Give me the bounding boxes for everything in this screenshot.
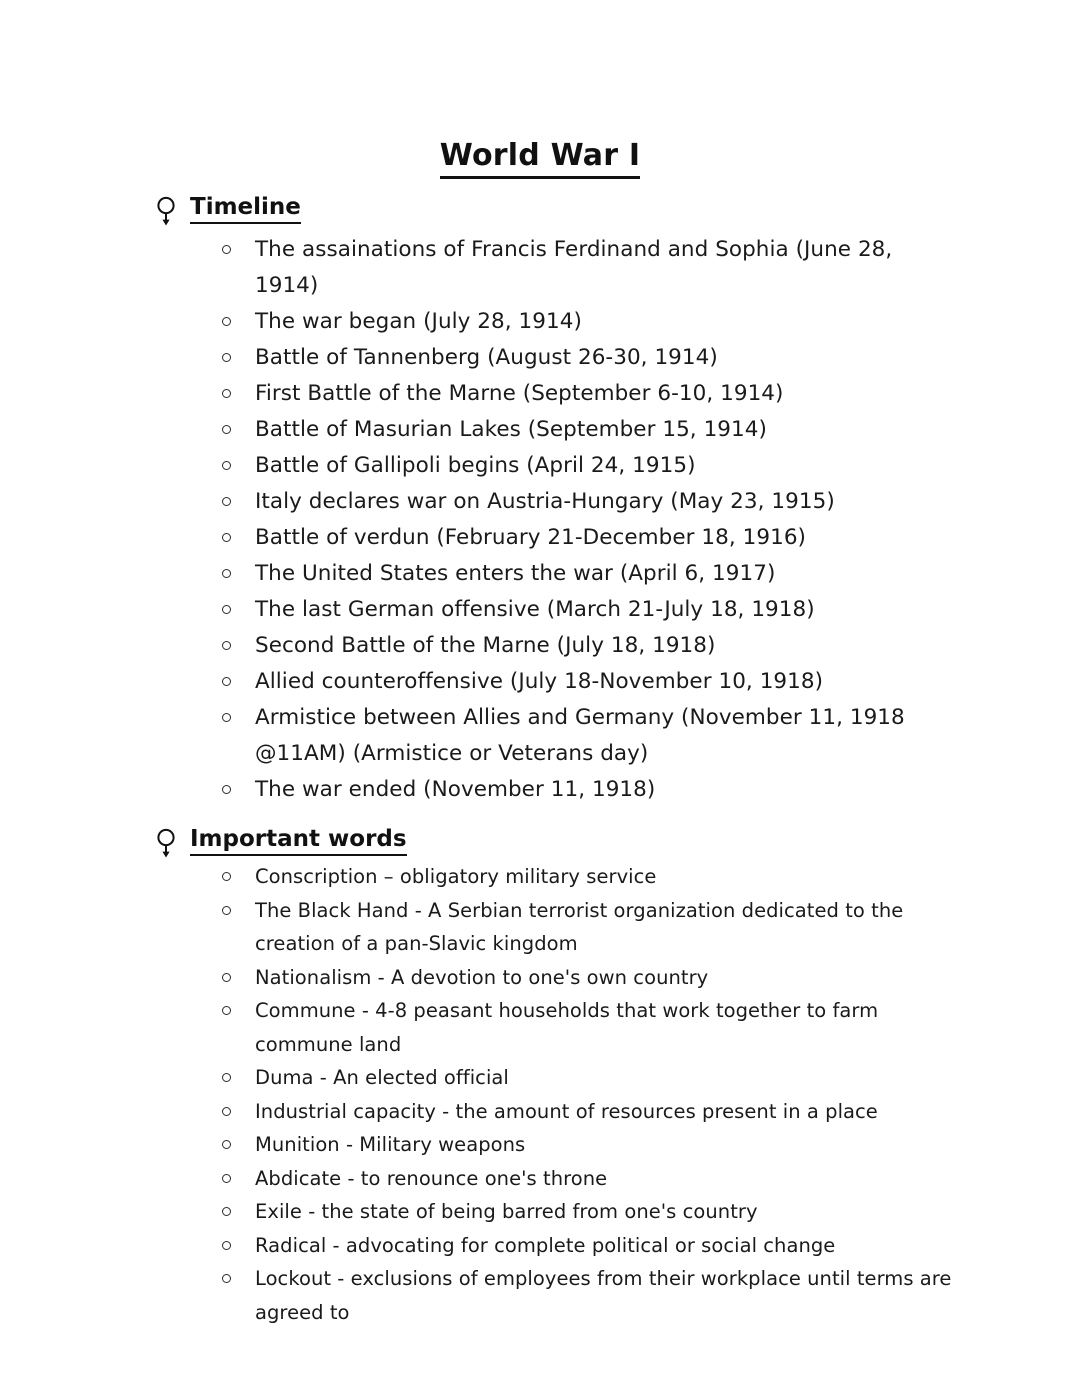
list-item — [0, 376, 1080, 412]
list-item-text: Duma - An elected official — [255, 1066, 509, 1090]
list-item-text: Exile - the state of being barred from one's country — [255, 1200, 758, 1224]
list-item — [0, 700, 1080, 772]
bullet-circle-icon — [222, 1006, 231, 1015]
list-item-text: Armistice between Allies and Germany (November 11, 1918 @11AM) (Armistice or Veterans day) — [255, 705, 905, 767]
list-item-text: The war ended (November 11, 1918) — [255, 777, 656, 803]
bullet-circle-icon — [222, 973, 231, 982]
list-item-text: The United States enters the war (April 6, 1917) — [255, 561, 776, 587]
list-item-text: Lockout - exclusions of employees from their workplace until terms are agreed to — [255, 1267, 952, 1324]
important-words-list — [0, 860, 1080, 1329]
bullet-circle-icon — [222, 872, 231, 881]
balloon-arrow-icon — [155, 828, 177, 858]
list-item-text: The war began (July 28, 1914) — [255, 309, 582, 335]
balloon-arrow-icon — [155, 196, 177, 226]
bullet-circle-icon — [222, 461, 231, 470]
bullet-circle-icon — [222, 317, 231, 326]
list-item-text: The Black Hand - A Serbian terrorist organization dedicated to the creation of a pan-Slavic kingdom — [255, 898, 904, 956]
list-item-text: Industrial capacity - the amount of resources present in a place — [255, 1099, 878, 1123]
bullet-circle-icon — [222, 353, 231, 362]
list-item — [0, 894, 1080, 961]
bullet-circle-icon — [222, 677, 231, 686]
bullet-circle-icon — [222, 245, 231, 254]
list-item — [0, 1061, 1080, 1095]
list-item-text: First Battle of the Marne (September 6-10, 1914) — [255, 381, 784, 407]
bullet-circle-icon — [222, 641, 231, 650]
list-item-text: Battle of Tannenberg (August 26-30, 1914) — [255, 345, 718, 371]
list-item-text: Conscription – obligatory military service — [255, 865, 657, 889]
list-item — [0, 340, 1080, 376]
list-item — [0, 448, 1080, 484]
bullet-circle-icon — [222, 906, 231, 915]
bullet-circle-icon — [222, 425, 231, 434]
list-item-text: Battle of Gallipoli begins (April 24, 1915) — [255, 453, 696, 479]
list-item — [0, 772, 1080, 808]
list-item — [0, 628, 1080, 664]
list-item-text: Second Battle of the Marne (July 18, 1918) — [255, 633, 716, 659]
list-item — [0, 1128, 1080, 1162]
list-item — [0, 860, 1080, 894]
bullet-circle-icon — [222, 1073, 231, 1082]
bullet-circle-icon — [222, 389, 231, 398]
list-item — [0, 1095, 1080, 1129]
bullet-circle-icon — [222, 569, 231, 578]
bullet-circle-icon — [222, 1140, 231, 1149]
list-item-text: Allied counteroffensive (July 18-November 10, 1918) — [255, 669, 824, 695]
list-item — [0, 1229, 1080, 1263]
list-item-text: Munition - Military weapons — [255, 1133, 526, 1157]
list-item — [0, 664, 1080, 700]
section-timeline-header — [0, 194, 1080, 226]
list-item — [0, 412, 1080, 448]
section-important-words-header — [0, 826, 1080, 858]
list-item — [0, 961, 1080, 995]
list-item-text: Radical - advocating for complete political or social change — [255, 1233, 836, 1257]
bullet-circle-icon — [222, 1174, 231, 1183]
list-item-text: Italy declares war on Austria-Hungary (May 23, 1915) — [255, 489, 835, 515]
list-item — [0, 304, 1080, 340]
page-title — [0, 20, 1080, 174]
list-item-text: Battle of verdun (February 21-December 18, 1916) — [255, 525, 806, 551]
list-item — [0, 520, 1080, 556]
bullet-circle-icon — [222, 785, 231, 794]
bullet-circle-icon — [222, 1207, 231, 1216]
list-item — [0, 556, 1080, 592]
section-important-words-title: Important words — [190, 826, 407, 855]
list-item-text: Nationalism - A devotion to one's own country — [255, 965, 709, 989]
list-item-text: The last German offensive (March 21-July 18, 1918) — [255, 597, 815, 623]
list-item — [0, 484, 1080, 520]
list-item — [0, 592, 1080, 628]
list-item — [0, 1195, 1080, 1229]
bullet-circle-icon — [222, 533, 231, 542]
timeline-list — [0, 232, 1080, 808]
section-timeline-title: Timeline — [190, 194, 301, 223]
bullet-circle-icon — [222, 713, 231, 722]
bullet-circle-icon — [222, 605, 231, 614]
list-item — [0, 1262, 1080, 1329]
list-item — [0, 232, 1080, 304]
bullet-circle-icon — [222, 1241, 231, 1250]
section-timeline — [0, 194, 1080, 808]
bullet-circle-icon — [222, 1107, 231, 1116]
section-important-words — [0, 826, 1080, 1329]
bullet-circle-icon — [222, 497, 231, 506]
list-item-text: Commune - 4-8 peasant households that work together to farm commune land — [255, 999, 879, 1056]
list-item-text: Battle of Masurian Lakes (September 15, 1914) — [255, 417, 767, 443]
list-item — [0, 994, 1080, 1061]
list-item-text: The assainations of Francis Ferdinand and Sophia (June 28, 1914) — [255, 237, 893, 299]
bullet-circle-icon — [222, 1274, 231, 1283]
list-item-text: Abdicate - to renounce one's throne — [255, 1166, 608, 1190]
page-title-text: World War I — [440, 138, 641, 179]
list-item — [0, 1162, 1080, 1196]
